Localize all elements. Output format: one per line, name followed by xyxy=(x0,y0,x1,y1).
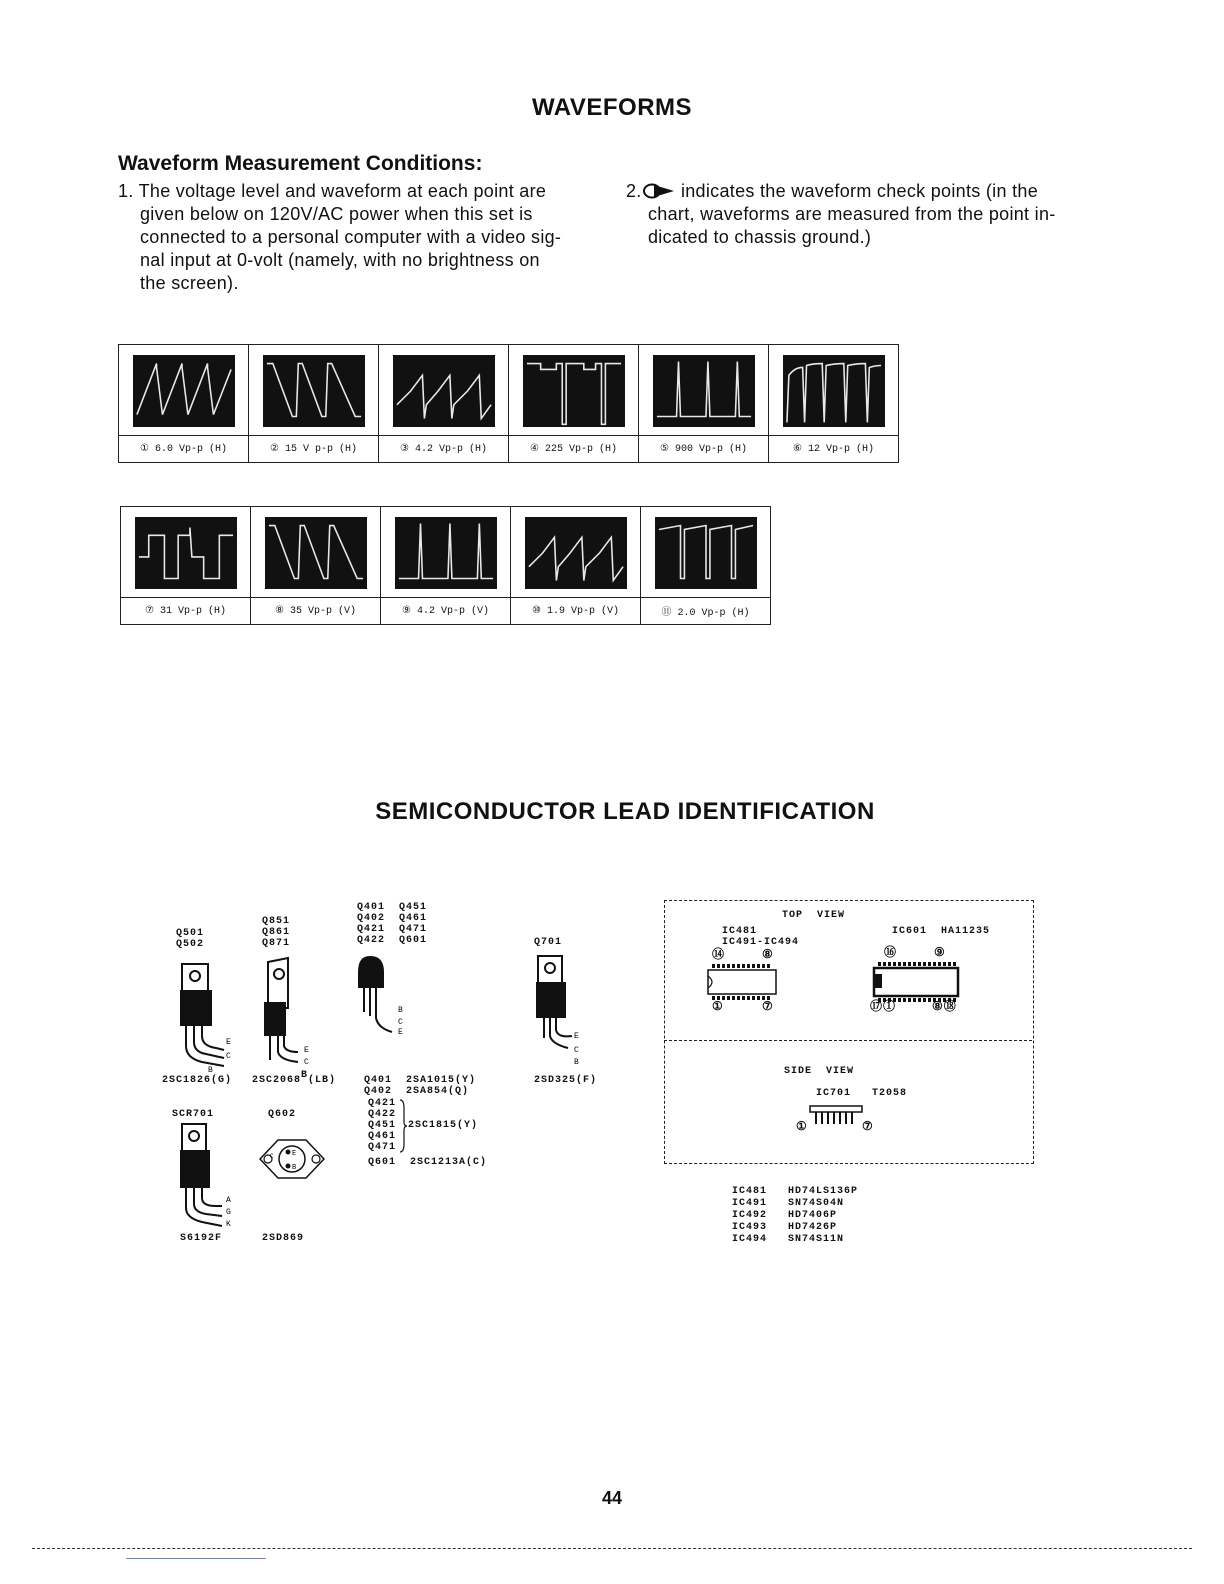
ic-part-list: IC481 HD74LS136P IC491 SN74S04N IC492 HD7406P IC493 HD7426P IC494 SN74S11N xyxy=(732,1186,859,1245)
q851-group-label: Q851 Q861 Q871 xyxy=(262,916,291,949)
lead-a: A xyxy=(226,1196,231,1205)
lead-c: C xyxy=(398,1018,403,1027)
waveform-trace xyxy=(393,355,495,427)
q851-part-suffix: (LB) xyxy=(308,1075,337,1086)
check-point-arrow-icon xyxy=(642,183,676,199)
transistor-to126-icon xyxy=(254,956,324,1074)
lead-c: C xyxy=(574,1046,579,1055)
q701-part: 2SD325(F) xyxy=(534,1075,598,1086)
q602-label: Q602 xyxy=(268,1109,297,1120)
q851-part-number: 2SC2068 xyxy=(252,1075,302,1086)
condition-1-line: the screen). xyxy=(140,273,239,293)
condition-2-line: indicates the waveform check points (in the xyxy=(680,181,1039,201)
waveform-cell xyxy=(511,507,641,624)
waveform-label: ⑨ 4.2 Vp-p (V) xyxy=(381,597,510,624)
waveform-cell xyxy=(509,345,639,462)
oscilloscope-display xyxy=(135,517,237,589)
pin-label: ⑦ xyxy=(862,1120,874,1134)
lead-g: G xyxy=(226,1208,231,1217)
waveform-label: ⑦ 31 Vp-p (H) xyxy=(121,597,250,624)
oscilloscope-display xyxy=(655,517,757,589)
page-number: 44 xyxy=(601,1488,623,1508)
brace-icon xyxy=(398,1098,408,1154)
lead-e: E xyxy=(304,1046,309,1055)
waveform-trace xyxy=(655,517,757,589)
waveform-trace xyxy=(523,355,625,427)
condition-1-line: 1. The voltage level and waveform at each point are xyxy=(118,181,547,201)
semiconductor-title: SEMICONDUCTOR LEAD IDENTIFICATION xyxy=(375,798,875,825)
lead-b: B xyxy=(208,1066,213,1074)
pin-label: ① xyxy=(712,1000,724,1014)
waveform-cell xyxy=(769,345,898,462)
waveform-trace xyxy=(783,355,885,427)
waveform-trace xyxy=(133,355,235,427)
waveform-trace xyxy=(653,355,755,427)
sip-chip-icon xyxy=(808,1104,864,1128)
waveform-label: ⑪ 2.0 Vp-p (H) xyxy=(641,597,770,624)
q501-group-label: Q501 Q502 xyxy=(176,928,205,950)
condition-2-number: 2. xyxy=(626,181,642,201)
lead-b: B xyxy=(292,1164,297,1172)
waveform-cell xyxy=(249,345,379,462)
waveform-table-row-1 xyxy=(118,344,899,463)
waveform-trace xyxy=(525,517,627,589)
pin-label: ⑧ xyxy=(762,948,774,962)
waveform-cell xyxy=(119,345,249,462)
waveform-label: ② 15 V p-p (H) xyxy=(249,435,378,462)
conditions-heading: Waveform Measurement Conditions: xyxy=(118,152,483,175)
condition-1-line: connected to a personal computer with a video sig- xyxy=(140,227,562,247)
q851-part-sup: B xyxy=(301,1070,309,1081)
lead-e: E xyxy=(574,1032,579,1041)
pin-label: ⑭ xyxy=(712,948,726,962)
q421-group-list: Q421 Q422 Q451 Q461 Q471 xyxy=(368,1098,397,1153)
waveform-cell xyxy=(121,507,251,624)
oscilloscope-display xyxy=(783,355,885,427)
q851-part xyxy=(252,1070,337,1086)
condition-item-2 xyxy=(626,180,1106,249)
waveform-cell xyxy=(381,507,511,624)
pin-label: ⑯ xyxy=(884,946,898,960)
q601-part: Q601 2SC1213A(C) xyxy=(368,1157,488,1168)
condition-item-1 xyxy=(118,180,598,295)
q401-group-label: Q401 Q451 Q402 Q461 Q421 Q471 Q422 Q601 xyxy=(357,902,428,946)
pin-label: ⑦ xyxy=(762,1000,774,1014)
oscilloscope-display xyxy=(653,355,755,427)
condition-1-line: given below on 120V/AC power when this set is xyxy=(140,204,533,224)
dip18-chip-icon xyxy=(870,962,962,1002)
ic701-label: IC701 T2058 xyxy=(816,1088,908,1099)
waveform-trace xyxy=(395,517,497,589)
lead-b: B xyxy=(398,1006,403,1015)
pin-label: ① xyxy=(796,1120,808,1134)
transistor-to220-icon xyxy=(172,962,242,1074)
q602-part: 2SD869 xyxy=(262,1233,305,1244)
transistor-to92-icon xyxy=(352,954,422,1034)
pin-label: ⑨ xyxy=(934,946,946,960)
lead-c: C xyxy=(304,1058,309,1067)
waveform-label: ⑧ 35 Vp-p (V) xyxy=(251,597,380,624)
waveform-cell xyxy=(641,507,770,624)
waveform-table-row-2 xyxy=(120,506,771,625)
pin-label: ⑰① xyxy=(870,1000,897,1014)
oscilloscope-display xyxy=(133,355,235,427)
condition-2-line: dicated to chassis ground.) xyxy=(648,227,872,247)
scr701-part: S6192F xyxy=(180,1233,223,1244)
oscilloscope-display xyxy=(525,517,627,589)
oscilloscope-display xyxy=(523,355,625,427)
oscilloscope-display xyxy=(393,355,495,427)
ic481-label: IC481 IC491-IC494 xyxy=(722,926,800,948)
pin-label: ⑧⑱ xyxy=(932,1000,957,1014)
side-view-label: SIDE VIEW xyxy=(784,1066,855,1077)
oscilloscope-display xyxy=(265,517,367,589)
footer-rule-accent xyxy=(126,1558,266,1559)
waveform-label: ① 6.0 Vp-p (H) xyxy=(119,435,248,462)
ic-view-divider xyxy=(664,1040,1032,1041)
page-title: WAVEFORMS xyxy=(531,94,693,121)
waveform-cell xyxy=(379,345,509,462)
dip14-chip-icon xyxy=(704,964,780,1000)
waveform-trace xyxy=(263,355,365,427)
q421-part: 2SC1815(Y) xyxy=(408,1120,479,1131)
lead-c: C xyxy=(270,1153,274,1160)
lead-e: E xyxy=(226,1038,231,1047)
scr701-label: SCR701 xyxy=(172,1109,215,1120)
lead-b: B xyxy=(574,1058,579,1067)
q501-part: 2SC1826(G) xyxy=(162,1075,233,1086)
waveform-label: ⑤ 900 Vp-p (H) xyxy=(639,435,768,462)
q701-label: Q701 xyxy=(534,937,563,948)
transistor-to220-icon xyxy=(528,954,594,1068)
lead-c: C xyxy=(226,1052,231,1061)
waveform-cell xyxy=(251,507,381,624)
waveform-cell xyxy=(639,345,769,462)
condition-2-line: chart, waveforms are measured from the point in- xyxy=(648,204,1056,224)
waveform-label: ⑥ 12 Vp-p (H) xyxy=(769,435,898,462)
waveform-trace xyxy=(135,517,237,589)
lead-e: E xyxy=(292,1150,297,1158)
ic601-label: IC601 HA11235 xyxy=(892,926,991,937)
scr-to220-icon xyxy=(172,1122,242,1232)
waveform-label: ④ 225 Vp-p (H) xyxy=(509,435,638,462)
lead-e: E xyxy=(398,1028,403,1034)
top-view-label: TOP VIEW xyxy=(782,910,846,921)
q401-part-list: Q401 2SA1015(Y) Q402 2SA854(Q) xyxy=(364,1075,477,1097)
oscilloscope-display xyxy=(263,355,365,427)
waveform-trace xyxy=(265,517,367,589)
oscilloscope-display xyxy=(395,517,497,589)
transistor-to3-icon xyxy=(256,1134,328,1184)
waveform-label: ③ 4.2 Vp-p (H) xyxy=(379,435,508,462)
waveform-label: ⑩ 1.9 Vp-p (V) xyxy=(511,597,640,624)
footer-rule xyxy=(32,1548,1192,1549)
lead-k: K xyxy=(226,1220,231,1229)
condition-1-line: nal input at 0-volt (namely, with no brightness on xyxy=(140,250,540,270)
